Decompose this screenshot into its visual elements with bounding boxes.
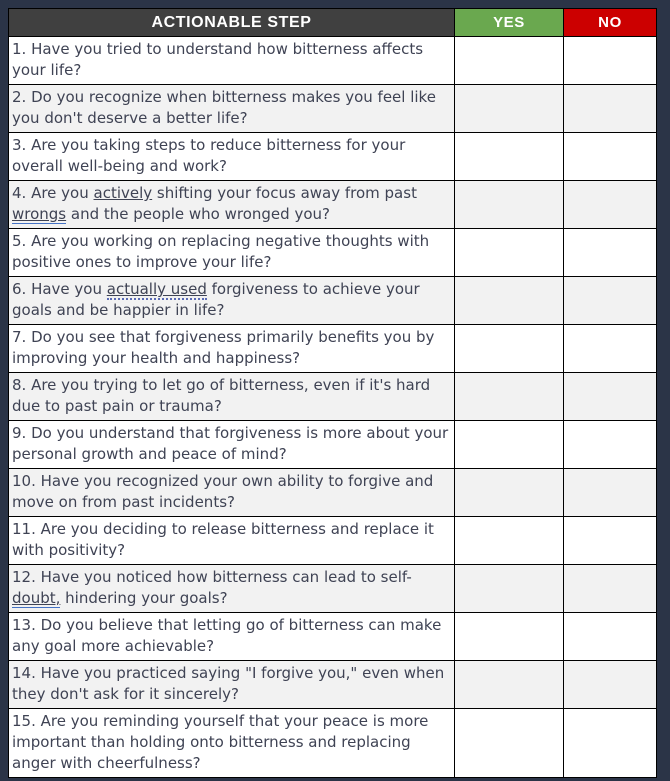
table-row	[9, 133, 657, 181]
yes-cell[interactable]	[455, 565, 564, 613]
table-row	[9, 229, 657, 277]
step-text-segment: 6. Have you	[12, 280, 107, 298]
step-text-segment: 13. Do you believe that letting go of bitterness can make any goal more achievable?	[12, 616, 442, 655]
no-cell[interactable]	[564, 709, 657, 778]
checklist-body	[9, 37, 657, 778]
no-cell[interactable]	[564, 373, 657, 421]
yes-cell[interactable]	[455, 517, 564, 565]
column-header-actionable-step: ACTIONABLE STEP	[9, 9, 455, 37]
step-text	[9, 133, 455, 181]
yes-cell[interactable]	[455, 613, 564, 661]
step-text	[9, 373, 455, 421]
step-text-segment: 10. Have you recognized your own ability to forgive and move on from past incidents?	[12, 472, 434, 511]
no-cell[interactable]	[564, 565, 657, 613]
step-text	[9, 709, 455, 778]
bitterness-checklist-table	[8, 8, 657, 778]
step-text-underlined: wrongs	[12, 205, 67, 223]
table-row	[9, 661, 657, 709]
step-text-segment: 12. Have you noticed how bitterness can lead to self-	[12, 568, 412, 586]
step-text-segment: 2. Do you recognize when bitterness makes you feel like you don't deserve a better life?	[12, 88, 436, 127]
yes-cell[interactable]	[455, 85, 564, 133]
yes-cell[interactable]	[455, 661, 564, 709]
yes-cell[interactable]	[455, 37, 564, 85]
table-row	[9, 709, 657, 778]
no-cell[interactable]	[564, 469, 657, 517]
step-text	[9, 181, 455, 229]
step-text-segment: 14. Have you practiced saying "I forgive you," even when they don't ask for it sincerely?	[12, 664, 445, 703]
step-text	[9, 613, 455, 661]
step-text-segment: 5. Are you working on replacing negative thoughts with positive ones to improve your life?	[12, 232, 430, 271]
step-text-underlined: actually used	[106, 280, 207, 298]
step-text-underlined: actively	[93, 184, 153, 202]
step-text	[9, 325, 455, 373]
step-text-underlined: doubt,	[12, 589, 61, 607]
step-text-segment: 4. Are you	[12, 184, 94, 202]
no-cell[interactable]	[564, 229, 657, 277]
step-text-segment: forgiveness to achieve your goals and be happier in life?	[12, 280, 420, 319]
no-cell[interactable]	[564, 277, 657, 325]
step-text-segment: 8. Are you trying to let go of bitterness, even if it's hard due to past pain or trauma?	[12, 376, 431, 415]
table-row	[9, 517, 657, 565]
no-cell[interactable]	[564, 325, 657, 373]
yes-cell[interactable]	[455, 709, 564, 778]
no-cell[interactable]	[564, 85, 657, 133]
table-row	[9, 277, 657, 325]
no-cell[interactable]	[564, 181, 657, 229]
step-text-segment: 11. Are you deciding to release bitterness and replace it with positivity?	[12, 520, 434, 559]
step-text	[9, 277, 455, 325]
table-row	[9, 565, 657, 613]
table-row	[9, 373, 657, 421]
step-text	[9, 229, 455, 277]
step-text	[9, 517, 455, 565]
no-cell[interactable]	[564, 613, 657, 661]
step-text-segment: and the people who wronged you?	[66, 205, 330, 223]
step-text	[9, 661, 455, 709]
step-text-segment: 9. Do you understand that forgiveness is more about your personal growth and peace of mind?	[12, 424, 449, 463]
step-text	[9, 421, 455, 469]
no-cell[interactable]	[564, 517, 657, 565]
yes-cell[interactable]	[455, 373, 564, 421]
step-text-segment: 7. Do you see that forgiveness primarily benefits you by improving your health and happiness?	[12, 328, 435, 367]
step-text-segment: shifting your focus away from past	[152, 184, 417, 202]
no-cell[interactable]	[564, 421, 657, 469]
yes-cell[interactable]	[455, 181, 564, 229]
table-row	[9, 469, 657, 517]
no-cell[interactable]	[564, 37, 657, 85]
table-row	[9, 181, 657, 229]
yes-cell[interactable]	[455, 469, 564, 517]
step-text	[9, 85, 455, 133]
yes-cell[interactable]	[455, 229, 564, 277]
yes-cell[interactable]	[455, 133, 564, 181]
yes-cell[interactable]	[455, 421, 564, 469]
column-header-no: NO	[564, 9, 657, 37]
table-row	[9, 325, 657, 373]
table-row	[9, 85, 657, 133]
table-row	[9, 421, 657, 469]
no-cell[interactable]	[564, 661, 657, 709]
step-text	[9, 469, 455, 517]
step-text	[9, 37, 455, 85]
table-row	[9, 37, 657, 85]
step-text-segment: 15. Are you reminding yourself that your peace is more important than holding onto bitterness and replacing anger with cheerfulness?	[12, 712, 429, 772]
header-row	[9, 9, 657, 37]
no-cell[interactable]	[564, 133, 657, 181]
column-header-yes: YES	[455, 9, 564, 37]
yes-cell[interactable]	[455, 325, 564, 373]
step-text-segment: 1. Have you tried to understand how bitterness affects your life?	[12, 40, 424, 79]
step-text-segment: hindering your goals?	[60, 589, 228, 607]
step-text	[9, 565, 455, 613]
table-row	[9, 613, 657, 661]
step-text-segment: 3. Are you taking steps to reduce bitterness for your overall well-being and work?	[12, 136, 406, 175]
yes-cell[interactable]	[455, 277, 564, 325]
